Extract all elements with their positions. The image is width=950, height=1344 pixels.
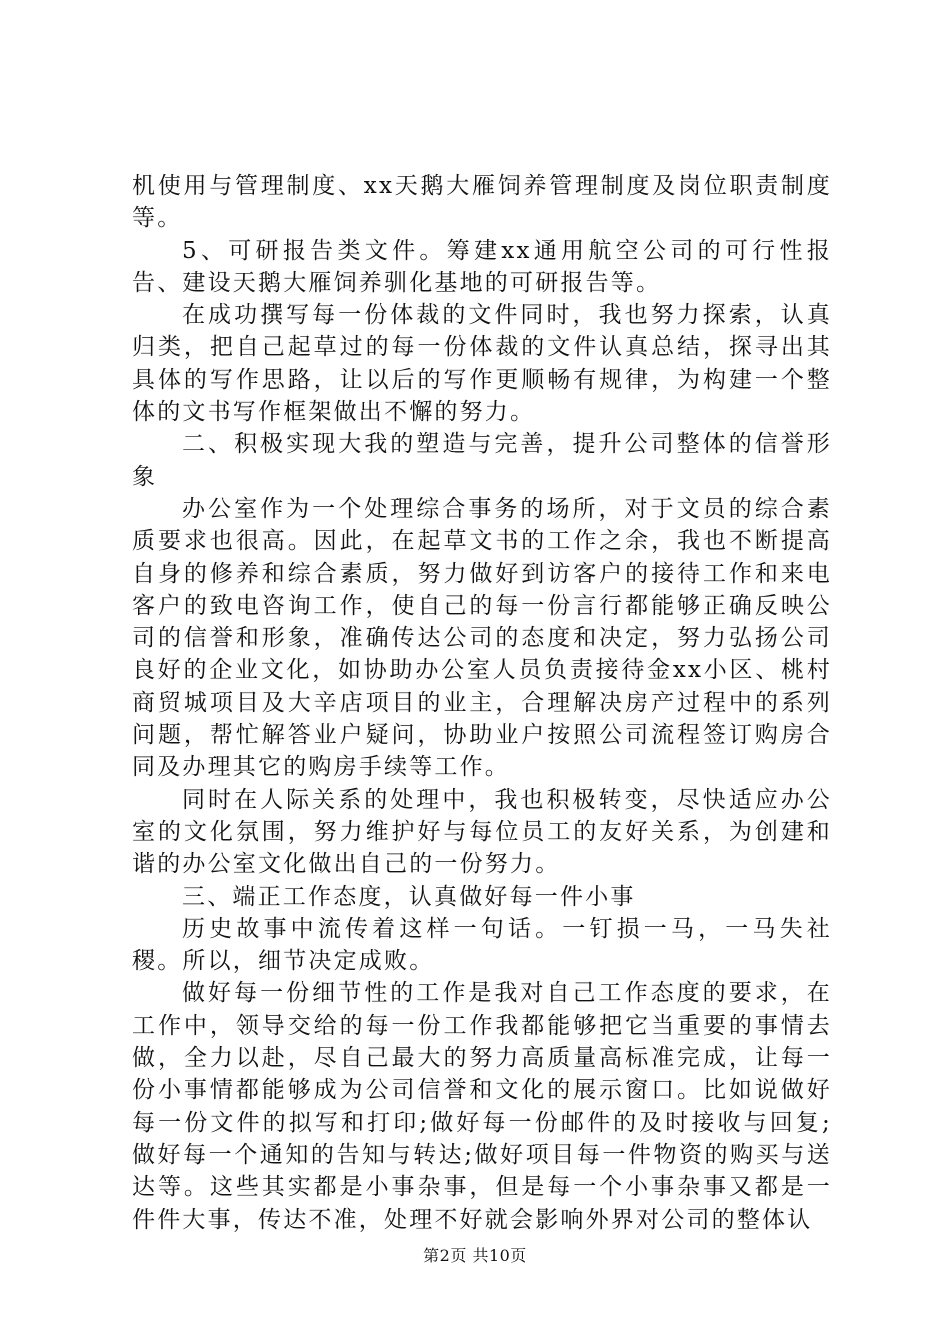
paragraph-1: 机使用与管理制度、xx天鹅大雁饲养管理制度及岗位职责制度等。 xyxy=(132,173,832,232)
paragraph-2: 5、可研报告类文件。筹建xx通用航空公司的可行性报告、建设天鹅大雁饲养驯化基地的可研报告等。 xyxy=(132,237,832,296)
paragraph-9: 做好每一份细节性的工作是我对自己工作态度的要求，在工作中，领导交给的每一份工作我都能够把它当重要的事情去做，全力以赴，尽自己最大的努力高质量高标准完成，让每一份小事情都能够成为公司信誉和文化的展示窗口。比如说做好每一份文件的拟写和打印;做好每一份邮件的及时接收与回复;做好每一个通知的告知与转达;做好项目每一件物资的购买与送达等。这些其实都是小事杂事，但是每一个小事杂事又都是一件件大事，传达不准，处理不好就会影响外界对公司的整体认 xyxy=(132,980,832,1233)
paragraph-5: 办公室作为一个处理综合事务的场所，对于文员的综合素质要求也很高。因此，在起草文书的工作之余，我也不断提高自身的修养和综合素质，努力做好到访客户的接待工作和来电客户的致电咨询工作，使自己的每一份言行都能够正确反映公司的信誉和形象，准确传达公司的态度和决定，努力弘扬公司良好的企业文化，如协助办公室人员负责接待金xx小区、桃村商贸城项目及大辛店项目的业主，合理解决房产过程中的系列问题，帮忙解答业户疑问，协助业户按照公司流程签订购房合同及办理其它的购房手续等工作。 xyxy=(132,495,832,781)
section-heading-2: 二、积极实现大我的塑造与完善，提升公司整体的信誉形象 xyxy=(132,431,832,490)
page-footer: 第2页 共10页 xyxy=(423,1246,527,1265)
paragraph-3: 在成功撰写每一份体裁的文件同时，我也努力探索，认真归类，把自己起草过的每一份体裁的文件认真总结，探寻出其具体的写作思路，让以后的写作更顺畅有规律，为构建一个整体的文书写作框架做出不懈的努力。 xyxy=(132,302,832,426)
paragraph-6: 同时在人际关系的处理中，我也积极转变，尽快适应办公室的文化氛围，努力维护好与每位员工的友好关系，为创建和谐的办公室文化做出自己的一份努力。 xyxy=(132,786,832,878)
document-body xyxy=(132,170,832,1236)
section-heading-3: 三、端正工作态度，认真做好每一件小事 xyxy=(182,883,636,910)
paragraph-8: 历史故事中流传着这样一句话。一钉损一马，一马失社稷。所以，细节决定成败。 xyxy=(132,915,832,975)
